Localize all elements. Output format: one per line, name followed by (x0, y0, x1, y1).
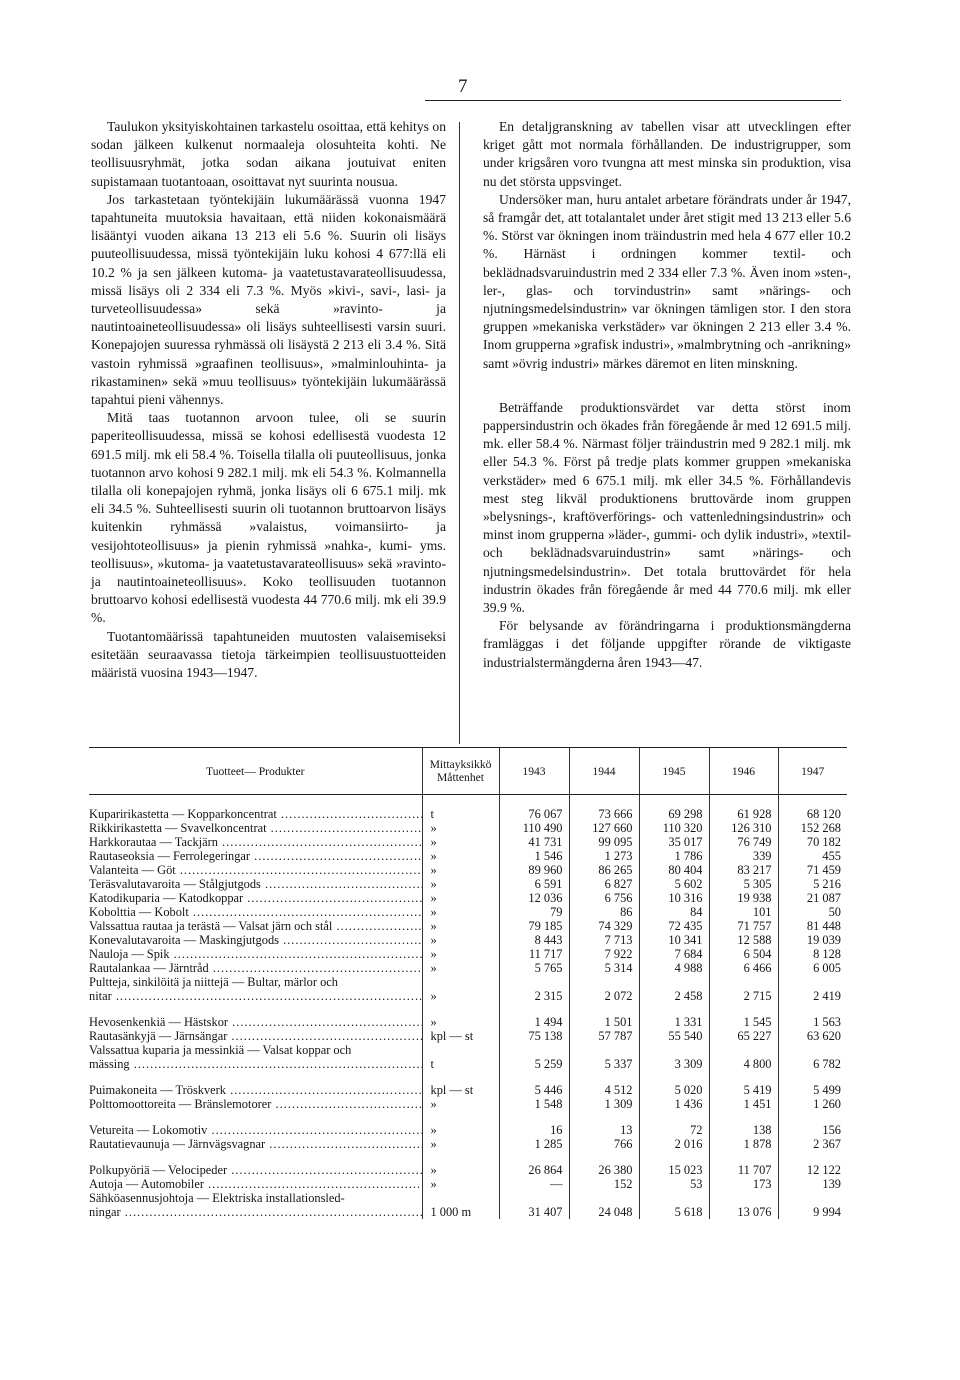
value-cell: 4 800 (709, 1057, 778, 1071)
unit-cell: » (422, 1123, 499, 1137)
empty-cell (499, 1191, 569, 1205)
value-cell: 101 (709, 905, 778, 919)
spacer-cell (422, 1151, 499, 1163)
header-product: Tuotteet— Produkter (89, 748, 422, 795)
value-cell: 6 504 (709, 947, 778, 961)
value-cell: 1 546 (499, 849, 569, 863)
empty-cell (422, 975, 499, 989)
value-cell: 68 120 (778, 795, 847, 822)
spacer-cell (709, 1151, 778, 1163)
value-cell: 455 (778, 849, 847, 863)
value-cell: 13 (569, 1123, 639, 1137)
table-row (89, 1029, 847, 1043)
value-cell: 11 717 (499, 947, 569, 961)
value-cell: 126 310 (709, 821, 778, 835)
unit-cell: kpl — st (422, 1083, 499, 1097)
header-unit-sv: Måttenhet (436, 771, 484, 784)
table-row (89, 891, 847, 905)
value-cell: 6 466 (709, 961, 778, 975)
value-cell: 2 367 (778, 1137, 847, 1151)
value-cell: 2 458 (639, 989, 709, 1003)
value-cell: 21 087 (778, 891, 847, 905)
spacer-cell (569, 1151, 639, 1163)
value-cell: 19 039 (778, 933, 847, 947)
value-cell: 19 938 (709, 891, 778, 905)
value-cell: 16 (499, 1123, 569, 1137)
value-cell: 4 512 (569, 1083, 639, 1097)
spacer-cell (709, 1071, 778, 1083)
value-cell: 69 298 (639, 795, 709, 822)
spacer-cell (89, 1071, 422, 1083)
spacer-cell (639, 1003, 709, 1015)
value-cell: 10 316 (639, 891, 709, 905)
value-cell: 1 260 (778, 1097, 847, 1111)
table-row (89, 821, 847, 835)
table-row (89, 1177, 847, 1191)
header-rule (425, 100, 841, 101)
header-year-1947: 1947 (778, 748, 847, 795)
value-cell: 1 285 (499, 1137, 569, 1151)
value-cell: 70 182 (778, 835, 847, 849)
unit-cell: » (422, 1177, 499, 1191)
table-row-continuation (89, 1057, 847, 1071)
table-group-spacer (89, 1111, 847, 1123)
value-cell: 80 404 (639, 863, 709, 877)
value-cell: 12 122 (778, 1163, 847, 1177)
product-name: Autoja — Automobiler ..... (89, 1177, 422, 1191)
table-row (89, 795, 847, 822)
value-cell: 73 666 (569, 795, 639, 822)
value-cell: 57 787 (569, 1029, 639, 1043)
table-row (89, 1163, 847, 1177)
product-name: Katodikuparia — Katodkoppar ..... (89, 891, 422, 905)
value-cell: 71 757 (709, 919, 778, 933)
table-row (89, 933, 847, 947)
unit-cell: 1 000 m (422, 1205, 499, 1219)
unit-cell: » (422, 1015, 499, 1029)
table-row (89, 905, 847, 919)
value-cell: 50 (778, 905, 847, 919)
table-row (89, 863, 847, 877)
value-cell: 1 548 (499, 1097, 569, 1111)
value-cell: 8 128 (778, 947, 847, 961)
value-cell: 65 227 (709, 1029, 778, 1043)
spacer-cell (778, 1071, 847, 1083)
spacer-cell (709, 1003, 778, 1015)
value-cell: 61 928 (709, 795, 778, 822)
unit-cell: » (422, 947, 499, 961)
unit-cell: » (422, 1163, 499, 1177)
table-row (89, 849, 847, 863)
spacer-cell (709, 1111, 778, 1123)
empty-cell (639, 1191, 709, 1205)
table-row (89, 1191, 847, 1205)
table-row-continuation (89, 989, 847, 1003)
unit-cell: » (422, 835, 499, 849)
product-name-continuation: ningar ..... (89, 1205, 422, 1219)
product-name: Rautatievaunuja — Järnvägsvagnar ..... (89, 1137, 422, 1151)
product-name: Pultteja, sinkilöitä ja niittejä — Bultar, märlor och (89, 975, 338, 989)
header-year-1945: 1945 (639, 748, 709, 795)
value-cell: 11 707 (709, 1163, 778, 1177)
value-cell: 15 023 (639, 1163, 709, 1177)
value-cell: — (499, 1177, 569, 1191)
value-cell: 9 994 (778, 1205, 847, 1219)
finnish-column (91, 118, 446, 682)
value-cell: 26 380 (569, 1163, 639, 1177)
value-cell: 1 501 (569, 1015, 639, 1029)
value-cell: 7 713 (569, 933, 639, 947)
table-row (89, 961, 847, 975)
empty-cell (639, 975, 709, 989)
value-cell: 72 435 (639, 919, 709, 933)
empty-cell (499, 1043, 569, 1057)
value-cell: 152 268 (778, 821, 847, 835)
unit-cell: » (422, 863, 499, 877)
value-cell: 5 419 (709, 1083, 778, 1097)
value-cell: 2 715 (709, 989, 778, 1003)
value-cell: 79 185 (499, 919, 569, 933)
header-year-1943: 1943 (499, 748, 569, 795)
swedish-paragraph: Undersöker man, huru antalet arbetare förändrats under år 1947, så framgår det, att totalantalet under året stigit med 13 213 eller 5.6 %. Störst var ökningen inom träindustrin med hela 4 677 eller 10.2 %. Härnäst i ordningen kommer textil- och beklädnadsvaruindustrin med 2 334 eller 7.3 %. Även inom »sten-, ler-, glas- och torvindustrin» samt »närings- och njutningsmedelsindustrin» var ökningen tämligen stor. I den stora gruppen »mekaniska verkstäder» var ökningen 2 213 eller 3.4 %. Inom grupperna »grafisk industri», »malmbrytning och -anrikning» samt »övrig industri» märkes däremot en liten minskning. (483, 191, 851, 371)
product-name: Rautasänkyjä — Järnsängar ..... (89, 1029, 422, 1043)
header-unit-fi: Mittayksikkö (429, 758, 492, 771)
value-cell: 2 016 (639, 1137, 709, 1151)
empty-cell (422, 1043, 499, 1057)
value-cell: 173 (709, 1177, 778, 1191)
value-cell: 75 138 (499, 1029, 569, 1043)
unit-cell: t (422, 1057, 499, 1071)
value-cell: 55 540 (639, 1029, 709, 1043)
value-cell: 6 782 (778, 1057, 847, 1071)
table-row (89, 947, 847, 961)
swedish-paragraph: För belysande av förändringarna i produktionsmängderna framläggas i det följande uppgifter rörande de viktigaste industrialstermängderna åren 1943—47. (483, 618, 851, 670)
value-cell: 5 216 (778, 877, 847, 891)
value-cell: 99 095 (569, 835, 639, 849)
value-cell: 3 309 (639, 1057, 709, 1071)
unit-cell: » (422, 1097, 499, 1111)
value-cell: 1 309 (569, 1097, 639, 1111)
swedish-column (483, 118, 851, 672)
empty-cell (709, 975, 778, 989)
value-cell: 2 072 (569, 989, 639, 1003)
value-cell: 1 273 (569, 849, 639, 863)
value-cell: 1 494 (499, 1015, 569, 1029)
value-cell: 12 036 (499, 891, 569, 905)
value-cell: 12 588 (709, 933, 778, 947)
spacer-cell (778, 1003, 847, 1015)
product-name: Rikkirikastetta — Svavelkoncentrat ..... (89, 821, 422, 835)
empty-cell (499, 975, 569, 989)
value-cell: 6 591 (499, 877, 569, 891)
value-cell: 86 (569, 905, 639, 919)
production-table (89, 747, 847, 1219)
product-name: Puimakoneita — Tröskverk ..... (89, 1083, 422, 1097)
spacer-cell (422, 1071, 499, 1083)
unit-cell: » (422, 849, 499, 863)
unit-cell: » (422, 821, 499, 835)
empty-cell (569, 975, 639, 989)
value-cell: 63 620 (778, 1029, 847, 1043)
table-row (89, 877, 847, 891)
value-cell: 7 922 (569, 947, 639, 961)
value-cell: 35 017 (639, 835, 709, 849)
value-cell: 5 305 (709, 877, 778, 891)
value-cell: 89 960 (499, 863, 569, 877)
value-cell: 24 048 (569, 1205, 639, 1219)
spacer-cell (639, 1151, 709, 1163)
unit-cell: » (422, 933, 499, 947)
value-cell: 1 436 (639, 1097, 709, 1111)
table-row (89, 919, 847, 933)
product-name: Polkupyöriä — Velocipeder ..... (89, 1163, 422, 1177)
column-divider (459, 122, 460, 744)
header-year-1946: 1946 (709, 748, 778, 795)
table-row-continuation (89, 1205, 847, 1219)
product-name: Konevalutavaroita — Maskingjutgods ..... (89, 933, 422, 947)
unit-cell: » (422, 989, 499, 1003)
table-row (89, 1137, 847, 1151)
spacer-cell (639, 1071, 709, 1083)
empty-cell (569, 1043, 639, 1057)
table-group-spacer (89, 1151, 847, 1163)
value-cell: 76 067 (499, 795, 569, 822)
value-cell: 110 490 (499, 821, 569, 835)
spacer-cell (569, 1071, 639, 1083)
page-number: 7 (458, 76, 468, 97)
value-cell: 74 329 (569, 919, 639, 933)
value-cell: 1 563 (778, 1015, 847, 1029)
spacer-cell (422, 1111, 499, 1123)
spacer-cell (499, 1003, 569, 1015)
product-name: Kobolttia — Kobolt ..... (89, 905, 422, 919)
value-cell: 766 (569, 1137, 639, 1151)
unit-cell: » (422, 891, 499, 905)
header-unit (422, 748, 499, 795)
table-row (89, 1043, 847, 1057)
unit-cell: » (422, 919, 499, 933)
spacer-cell (778, 1151, 847, 1163)
spacer-cell (89, 1003, 422, 1015)
unit-cell: t (422, 795, 499, 822)
unit-cell: » (422, 961, 499, 975)
product-name: Sähköasennusjohtoja — Elektriska installationsled- (89, 1191, 345, 1205)
table-body (89, 795, 847, 1220)
product-name: Hevosenkenkiä — Hästskor ..... (89, 1015, 422, 1029)
finnish-paragraph: Jos tarkastetaan työntekijäin lukumäärässä vuonna 1947 tapahtuneita muutoksia havaitaan, että niiden kokonaismäärä lisääntyi vuoden aikana 13 213 eli 5.6 %. Suurin oli lisäys puuteollisuudessa, missä työntekijäin luku kohosi 4 677:llä eli 10.2 % ja sen jälkeen kutoma- ja vaatetustavarateollisuudessa, missä lisäys oli 2 334 eli 7.3 %. Myös »kivi-, savi-, lasi- ja turveteollisuudessa» sekä »ravinto- ja nautintoaineteollisuudessa» oli lisäys suhteellisesti varsin suuri. Konepajojen suuressa ryhmässä oli lisäystä 2 213 eli 3.4 %. Sitä vastoin ryhmissä »graafinen teollisuus», »malminlouhinta- ja rikastaminen» sekä »muu teollisuus» työntekijäin lukumäärässä tapahtui pieni vähennys. (91, 191, 446, 408)
unit-cell: » (422, 1137, 499, 1151)
product-name: Teräsvalutavaroita — Stålgjutgods ..... (89, 877, 422, 891)
empty-cell (569, 1191, 639, 1205)
empty-cell (778, 1191, 847, 1205)
value-cell: 84 (639, 905, 709, 919)
value-cell: 2 419 (778, 989, 847, 1003)
value-cell: 83 217 (709, 863, 778, 877)
product-name: Valssattua rautaa ja terästä — Valsat järn och stål ..... (89, 919, 422, 933)
empty-cell (422, 1191, 499, 1205)
value-cell: 1 451 (709, 1097, 778, 1111)
value-cell: 138 (709, 1123, 778, 1137)
table-group-spacer (89, 1071, 847, 1083)
product-name: Valssattua kuparia ja messinkiä — Valsat koppar och (89, 1043, 352, 1057)
empty-cell (778, 1043, 847, 1057)
value-cell: 79 (499, 905, 569, 919)
spacer-cell (499, 1111, 569, 1123)
unit-cell: » (422, 905, 499, 919)
spacer-cell (89, 1151, 422, 1163)
product-name: Harkkorautaa — Tackjärn ..... (89, 835, 422, 849)
table-header-row (89, 748, 847, 795)
value-cell: 10 341 (639, 933, 709, 947)
value-cell: 1 786 (639, 849, 709, 863)
value-cell: 110 320 (639, 821, 709, 835)
value-cell: 71 459 (778, 863, 847, 877)
value-cell: 72 (639, 1123, 709, 1137)
value-cell: 13 076 (709, 1205, 778, 1219)
product-name: Rautalankaa — Järntråd ..... (89, 961, 422, 975)
table-row (89, 835, 847, 849)
value-cell: 86 265 (569, 863, 639, 877)
value-cell: 5 765 (499, 961, 569, 975)
unit-cell: kpl — st (422, 1029, 499, 1043)
value-cell: 8 443 (499, 933, 569, 947)
swedish-paragraph: Beträffande produktionsvärdet var detta störst inom pappersindustrin och ökades från föregående år med 12 691.5 milj. mk. eller 58.4 %. Närmast följer träindustrin med 9 282.1 milj. mk eller 54.3 %. Först på tredje plats kommer gruppen »mekaniska verkstäder» med 6 675.1 milj. mk eller 34.5 %. Förhållandevis mest steg likväl produktionens bruttovärde inom gruppen »belysnings-, kraftöverförings- och vattenledningsindustrin» och minst inom grupperna »läder-, gummi- och dylik industri», »textil- och beklädnadsvaruindustrin» samt »närings- och njutningsmedelsindustrin». Det totala bruttovärdet för hela industrin ökades från föregående år med 44 770.6 milj. mk eller 39.9 %. (483, 399, 851, 616)
product-name: Valanteita — Göt ..... (89, 863, 422, 877)
spacer-cell (639, 1111, 709, 1123)
value-cell: 4 988 (639, 961, 709, 975)
value-cell: 5 602 (639, 877, 709, 891)
product-name: Polttomoottoreita — Bränslemotorer ..... (89, 1097, 422, 1111)
value-cell: 339 (709, 849, 778, 863)
spacer-cell (499, 1151, 569, 1163)
value-cell: 5 446 (499, 1083, 569, 1097)
finnish-paragraph: Mitä taas tuotannon arvoon tulee, oli se suurin paperiteollisuudessa, missä se kohosi edellisestä vuodesta 12 691.5 milj. mk eli 58.4 %. Toisella tilalla oli puuteollisuus, jonka tuotannon arvo kohosi 9 282.1 milj. mk eli 54.3 %. Kolmannella tilalla oli konepajojen ryhmä, jonka lisäys oli 6 675.1 milj. mk eli 34.5 %. Suhteellisesti suurin oli tuotannon bruttoarvon lisäys kuitenkin ryhmässä »valaistus, voimansiirto- ja vesijohtoteollisuus» ja pienin ryhmissä »nahka-, kumi- yms. teollisuus», »kutoma- ja vaatetustavarateollisuus» sekä »ravinto- ja nautintoaineteollisuus». Koko teollisuuden tuotannon bruttoarvo kohosi edellisestä vuodesta 44 770.6 milj. mk eli 39.9 %. (91, 410, 446, 626)
unit-cell: » (422, 877, 499, 891)
table-row (89, 1097, 847, 1111)
value-cell: 53 (639, 1177, 709, 1191)
spacer-cell (89, 1111, 422, 1123)
finnish-paragraph: Tuotantomäärissä tapahtuneiden muutosten valaisemiseksi esitetään seuraavassa tietoja tärkeimpien teollisuustuotteiden määristä vuosina 1943—1947. (91, 628, 446, 681)
value-cell: 76 749 (709, 835, 778, 849)
spacer-cell (569, 1003, 639, 1015)
value-cell: 156 (778, 1123, 847, 1137)
value-cell: 26 864 (499, 1163, 569, 1177)
spacer-cell (778, 1111, 847, 1123)
spacer-cell (569, 1111, 639, 1123)
spacer-cell (422, 1003, 499, 1015)
value-cell: 1 331 (639, 1015, 709, 1029)
product-name: Vetureita — Lokomotiv ..... (89, 1123, 422, 1137)
header-year-1944: 1944 (569, 748, 639, 795)
value-cell: 5 499 (778, 1083, 847, 1097)
value-cell: 2 315 (499, 989, 569, 1003)
empty-cell (639, 1043, 709, 1057)
empty-cell (709, 1191, 778, 1205)
value-cell: 152 (569, 1177, 639, 1191)
value-cell: 6 756 (569, 891, 639, 905)
table-group-spacer (89, 1003, 847, 1015)
finnish-paragraph: Taulukon yksityiskohtainen tarkastelu osoittaa, että kehitys on sodan jälkeen kulkenut normaaleja olosuhteita kohti. Ne teollisuusryhmät, jotka sodan aikana joutuivat eniten supistamaan tuotantoaan, osoittavat nyt suurinta nousua. (91, 119, 446, 189)
swedish-paragraph: En detaljgranskning av tabellen visar att utvecklingen efter kriget gått mot normala förhållanden. De industrigrupper, som under krigsåren voro tvungna att mest minska sin produktion, visa nu det största uppsvinget. (483, 119, 851, 189)
table-row (89, 1015, 847, 1029)
table-row (89, 975, 847, 989)
value-cell: 1 878 (709, 1137, 778, 1151)
value-cell: 5 020 (639, 1083, 709, 1097)
value-cell: 6 005 (778, 961, 847, 975)
empty-cell (709, 1043, 778, 1057)
empty-cell (778, 975, 847, 989)
value-cell: 5 618 (639, 1205, 709, 1219)
value-cell: 5 259 (499, 1057, 569, 1071)
table-row (89, 1083, 847, 1097)
table-row (89, 1123, 847, 1137)
product-name: Nauloja — Spik ..... (89, 947, 422, 961)
product-name-continuation: mässing ..... (89, 1057, 422, 1071)
product-name: Rautaseoksia — Ferrolegeringar ..... (89, 849, 422, 863)
product-name-continuation: nitar ..... (89, 989, 422, 1003)
product-name: Kuparirikastetta — Kopparkoncentrat ..... (89, 795, 422, 822)
value-cell: 1 545 (709, 1015, 778, 1029)
value-cell: 139 (778, 1177, 847, 1191)
value-cell: 5 337 (569, 1057, 639, 1071)
value-cell: 5 314 (569, 961, 639, 975)
value-cell: 81 448 (778, 919, 847, 933)
value-cell: 41 731 (499, 835, 569, 849)
value-cell: 6 827 (569, 877, 639, 891)
value-cell: 127 660 (569, 821, 639, 835)
spacer-cell (499, 1071, 569, 1083)
value-cell: 7 684 (639, 947, 709, 961)
value-cell: 31 407 (499, 1205, 569, 1219)
